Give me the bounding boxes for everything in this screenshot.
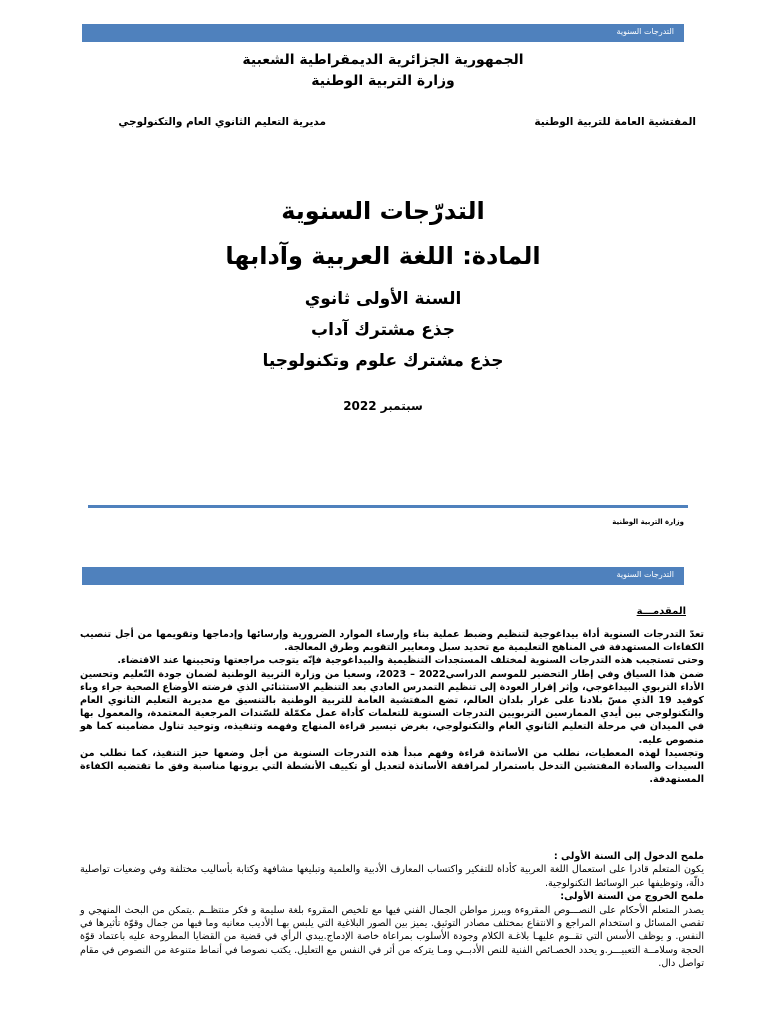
year-label: السنة الأولى ثانوي xyxy=(304,289,462,309)
intro-paragraph: وحتى تستجيب هذه التدرجات السنوية لمختلف المستجدات التنظيمية والبيداغوجية فإنّه يتوجب مراجعتها وتحيينها عند الاقتضاء. xyxy=(117,655,704,667)
inspectorate-label: المفتشية العامة للتربية الوطنية xyxy=(534,116,696,128)
profile-section xyxy=(80,850,704,971)
date-label: سبتمبر 2022 xyxy=(343,399,423,413)
directorate-label: مديرية التعليم الثانوي العام والتكنولوجي xyxy=(118,116,326,128)
intro-paragraph: تعدّ التدرجات السنوية أداة بيداغوجية لتنظيم وضبط عملية بناء وإرساء الموارد الضرورية وإرسائها وإدماجها وتقويمها من أجل تنصيب الكفاءات المستهدفة في المناهج التعليمية مع تحديد سبل ومعايير التقويم وطرق المعالجة. xyxy=(80,629,704,654)
ministry-title: وزارة التربية الوطنية xyxy=(311,73,455,89)
intro-paragraph: ضمن هذا السياق وفي إطار التحضير للموسم الدراسي2022 – 2023، وسعيا من وزارة التربية الوطنية لضمان جودة التّعليم وتحسين الأداء التربوي البيداغوجي، وإثر إقرار العودة إلى تنظيم التمدرس العادي بعد التنظيم الاستثنائي الذي فرضته الأوضاع الصحية جراء وباء كوفيد 19 الذي مسّ بلادنا على غرار بلدان العالم، تضع المفتشية العامة للتربية الوطنية بالتنسيق مع مديرية التعليم الثانوي العام والتكنولوجي بين أيدي الممارسين التربويين التدرجات السنوية للتعلمات كأداة عمل مكمّلة للسّندات المرجعية المعتمدة، والمعمول بها في الميدان في مرحلة التعليم الثانوي العام والتكنولوجي، بغرض تيسير قراءة المنهاج وفهمه وتنفيذه، وتوحيد تناول مضامينه كما هو منصوص عليه. xyxy=(80,668,704,746)
stream-science-label: جذع مشترك علوم وتكنولوجيا xyxy=(262,351,504,371)
entry-profile-heading: ملمح الدخول إلى السنة الأولى : xyxy=(553,851,704,862)
subject-title: المادة: اللغة العربية وآدابها xyxy=(225,242,541,270)
header-bar-label: التدرجات السنوية xyxy=(616,570,674,579)
footer-ministry: وزارة التربية الوطنية xyxy=(612,518,684,526)
header-bar xyxy=(82,24,684,42)
intro-section xyxy=(80,628,704,786)
intro-heading: المقدمـــة xyxy=(636,606,686,617)
page-divider xyxy=(88,505,688,508)
entry-profile-text: يكون المتعلم قادرا على استعمال اللغة العربية كأداة للتفكير واكتساب المعارف الأدبية والعلمية وتبليغها مشافهة وكتابة بأساليب مختلفة وفي وضعيات تواصلية دالّة، وتوظيفها عبر الوسائط التكنولوجية. xyxy=(80,864,704,889)
stream-arts-label: جذع مشترك آداب xyxy=(311,320,455,340)
header-bar-page2 xyxy=(82,567,684,585)
document-title: التدرّجات السنوية xyxy=(281,197,485,225)
republic-title: الجمهورية الجزائرية الديمقراطية الشعبية xyxy=(242,52,524,68)
intro-paragraph: وتجسيدا لهذه المعطيات، نطلب من الأساتذة قراءة وفهم مبدأ هذه التدرجات السنوية من أجل وضعها حيز التنفيذ، كما نطلب من السيدات والسادة المفتشين التدخل باستمرار لمرافقة الأساتذة لتعديل أو تكييف الأنشطة التي يرونها مناسبة وفق ما تقتضيه الكفاءة المستهدفة. xyxy=(80,747,704,786)
exit-profile-text: يصدر المتعلم الأحكام على النصـــوص المقروءة ويبرز مواطن الجمال الفني فيها مع تلخيص المقروء بلغة سليمة و فكر منتظــم .يتمكن من البحث المنهجي و تقصي المسائل و استخدام المراجع و الانتفاع بمختلف مصادر التوثيق. يميز بين الصور البلاغية التي يلبس بهـا الأديب معانيه وما فيها من جمال وقوّة تأثيرها في النفس. و يوظف الأسس التي تقــوم عليهـا بلاغـة الكلام وجودة الأسلوب بمراعاة خاصة الإدماج.يبدي الرأي في قضية من القضايا المطروحة عليه باعتماد قوّة الحجة وسلامــة التعبيـــر.و يحدد الخصـائص الفنية للنص الأدبــي ومـا يتركه من أثر في النفس مع التعليل. يكتب نصوصا في أنماط متنوعة من النصوص في مقام تواصل دال. xyxy=(80,904,704,970)
header-bar-label: التدرجات السنوية xyxy=(616,27,674,36)
exit-profile-heading: ملمح الخروج من السنة الأولى: xyxy=(560,891,704,903)
